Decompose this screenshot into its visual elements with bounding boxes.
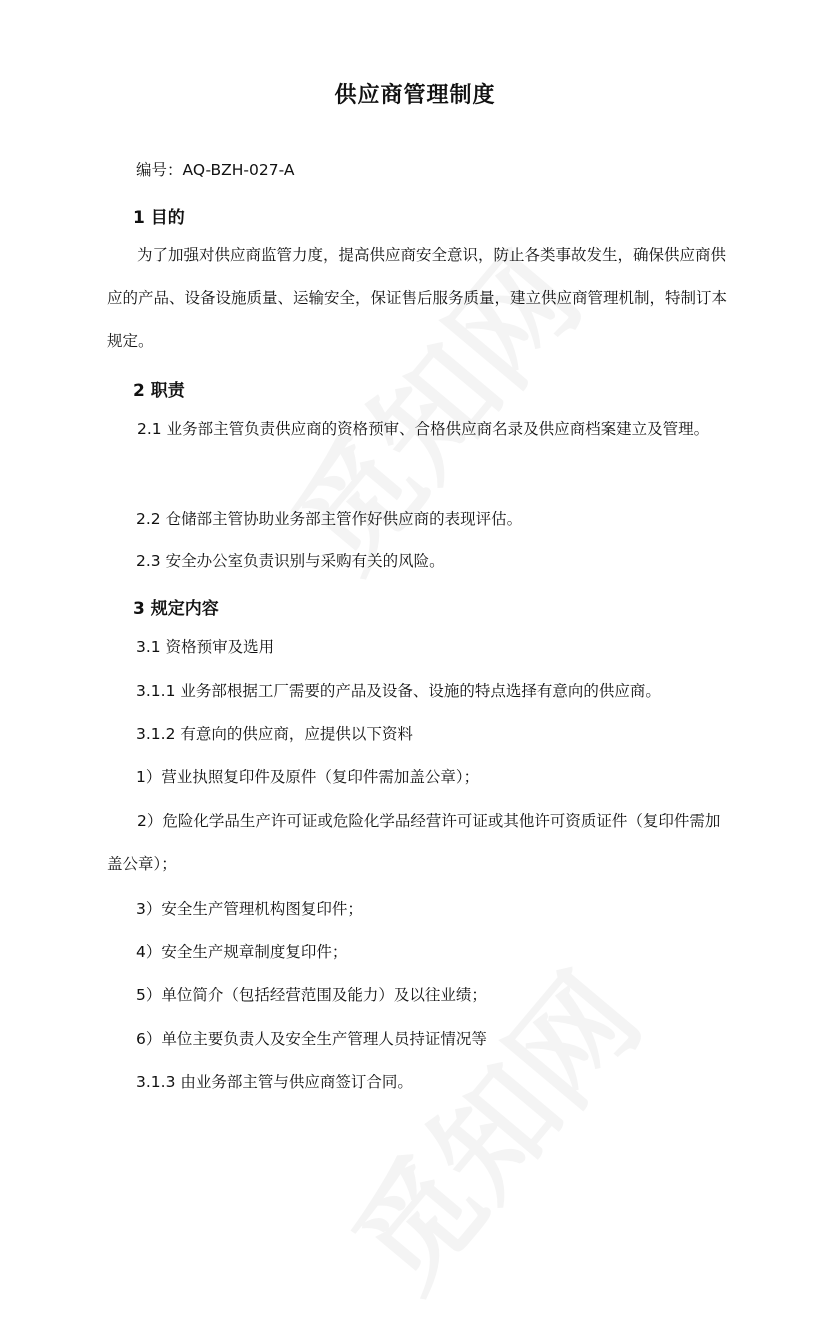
section-heading-3: 3 规定内容 bbox=[133, 599, 219, 619]
paragraph-3-1-3: 3.1.3 由业务部主管与供应商签订合同。 bbox=[136, 1073, 413, 1091]
section-1-paragraph: 为了加强对供应商监管力度，提高供应商安全意识，防止各类事故发生，确保供应商供应的产品、设备设施质量、运输安全，保证售后服务质量，建立供应商管理机制，特制订本规定。 bbox=[107, 246, 728, 350]
paragraph-3-1-2: 3.1.2 有意向的供应商，应提供以下资料 bbox=[136, 725, 413, 743]
list-item: 1）营业执照复印件及原件（复印件需加盖公章）； bbox=[136, 768, 480, 786]
paragraph-2-2: 2.2 仓储部主管协助业务部主管作好供应商的表现评估。 bbox=[136, 510, 523, 528]
page-title: 供应商管理制度 bbox=[334, 83, 496, 108]
list-item: 6）单位主要负责人及安全生产管理人员持证情况等 bbox=[136, 1030, 487, 1048]
document-code: 编号：AQ-BZH-027-A bbox=[136, 161, 295, 179]
paragraph-3-1-1: 3.1.1 业务部根据工厂需要的产品及设备、设施的特点选择有意向的供应商。 bbox=[136, 682, 661, 700]
list-item: 4）安全生产规章制度复印件； bbox=[136, 943, 348, 961]
paragraph-2-3: 2.3 安全办公室负责识别与采购有关的风险。 bbox=[136, 552, 445, 570]
list-item: 5）单位简介（包括经营范围及能力）及以往业绩； bbox=[136, 986, 487, 1004]
section-heading-2: 2 职责 bbox=[133, 381, 185, 401]
list-item: 3）安全生产管理机构图复印件； bbox=[136, 900, 363, 918]
section-heading-1: 1 目的 bbox=[133, 208, 185, 228]
list-item: 2）危险化学品生产许可证或危险化学品经营许可证或其他许可资质证件（复印件需加盖公章）； bbox=[107, 812, 721, 873]
paragraph-2-1: 2.1 业务部主管负责供应商的资格预审、合格供应商名录及供应商档案建立及管理。 bbox=[137, 420, 710, 438]
subsection-3-1: 3.1 资格预审及选用 bbox=[136, 638, 275, 656]
